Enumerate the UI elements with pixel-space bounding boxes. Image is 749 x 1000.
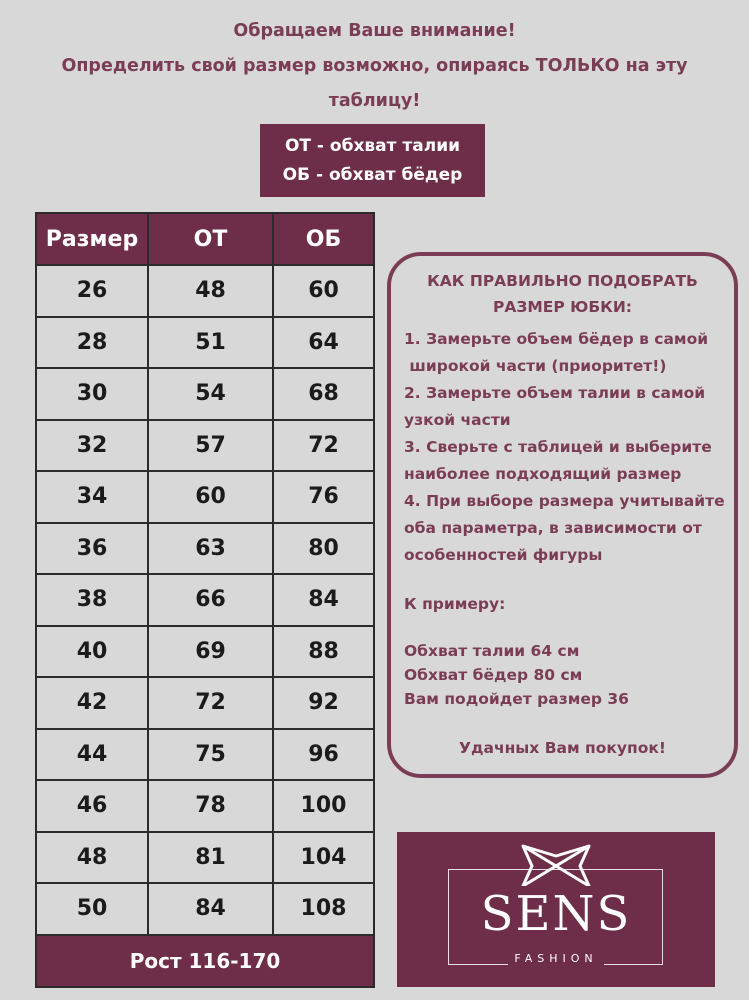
hips-cell: 96	[273, 729, 374, 781]
size-cell: 50	[36, 883, 148, 935]
table-row	[36, 574, 374, 626]
header-hips: ОБ	[273, 213, 374, 265]
logo-brand: SENS	[475, 886, 638, 942]
size-cell: 48	[36, 832, 148, 884]
hips-cell: 60	[273, 265, 374, 317]
legend-waist: ОТ - обхват талии	[284, 136, 461, 156]
size-cell: 26	[36, 265, 148, 317]
logo-sub-text	[397, 952, 715, 965]
howto-box	[387, 252, 738, 778]
hips-cell: 88	[273, 626, 374, 678]
step-line: широкой части (приоритет!)	[404, 357, 667, 375]
hips-cell: 72	[273, 420, 374, 472]
table-row	[36, 317, 374, 369]
howto-title-line-1: КАК ПРАВИЛЬНО ПОДОБРАТЬ	[427, 272, 698, 290]
step-line: 2. Замерьте объем талии в самой	[404, 384, 706, 402]
size-cell: 28	[36, 317, 148, 369]
step-line: узкой части	[404, 411, 511, 429]
notice-line-1: Обращаем Ваше внимание!	[233, 21, 516, 41]
waist-cell: 54	[148, 368, 273, 420]
logo-brand-text	[397, 886, 715, 942]
table-row	[36, 420, 374, 472]
table-header-row	[36, 213, 374, 265]
size-cell: 46	[36, 780, 148, 832]
size-table	[35, 212, 375, 988]
howto-title-line-2: РАЗМЕР ЮБКИ:	[493, 298, 632, 316]
waist-cell: 66	[148, 574, 273, 626]
step-line: особенностей фигуры	[404, 546, 603, 564]
table-row	[36, 626, 374, 678]
example-line: Вам подойдет размер 36	[404, 690, 629, 708]
waist-cell: 60	[148, 471, 273, 523]
waist-cell: 63	[148, 523, 273, 575]
step-line: оба параметра, в зависимости от	[404, 519, 702, 537]
size-cell: 32	[36, 420, 148, 472]
waist-cell: 81	[148, 832, 273, 884]
waist-cell: 72	[148, 677, 273, 729]
header-size: Размер	[36, 213, 148, 265]
notice-line-3: таблицу!	[328, 91, 421, 111]
waist-cell: 75	[148, 729, 273, 781]
hips-cell: 104	[273, 832, 374, 884]
example-line: Обхват бёдер 80 см	[404, 666, 583, 684]
header-waist: ОТ	[148, 213, 273, 265]
legend-hips: ОБ - обхват бёдер	[282, 165, 463, 185]
step-line: 4. При выборе размера учитывайте	[404, 492, 725, 510]
hips-cell: 68	[273, 368, 374, 420]
table-row	[36, 368, 374, 420]
table-row	[36, 471, 374, 523]
size-cell: 44	[36, 729, 148, 781]
waist-cell: 57	[148, 420, 273, 472]
notice	[0, 14, 749, 119]
hips-cell: 92	[273, 677, 374, 729]
size-cell: 30	[36, 368, 148, 420]
howto-title	[391, 268, 734, 320]
hips-cell: 80	[273, 523, 374, 575]
hips-cell: 108	[273, 883, 374, 935]
legend-box	[260, 124, 485, 197]
waist-cell: 48	[148, 265, 273, 317]
size-cell: 42	[36, 677, 148, 729]
waist-cell: 51	[148, 317, 273, 369]
table-row	[36, 832, 374, 884]
table-row	[36, 677, 374, 729]
howto-steps	[404, 326, 734, 569]
size-cell: 34	[36, 471, 148, 523]
size-cell: 36	[36, 523, 148, 575]
size-cell: 40	[36, 626, 148, 678]
step-line: наиболее подходящий размер	[404, 465, 682, 483]
notice-line-2: Определить свой размер возможно, опираясь ТОЛЬКО на эту	[61, 56, 688, 76]
logo-sub: FASHION	[508, 952, 603, 965]
hips-cell: 84	[273, 574, 374, 626]
table-row	[36, 523, 374, 575]
height-range: Рост 116-170	[36, 935, 374, 987]
example-heading: К примеру:	[404, 595, 506, 613]
hips-cell: 76	[273, 471, 374, 523]
table-row	[36, 265, 374, 317]
table-footer-row	[36, 935, 374, 987]
example-line: Обхват талии 64 см	[404, 642, 580, 660]
step-line: 1. Замерьте объем бёдер в самой	[404, 330, 709, 348]
step-line: 3. Сверьте с таблицей и выберите	[404, 438, 712, 456]
wish-text: Удачных Вам покупок!	[459, 739, 666, 757]
bow-tie-icon	[520, 838, 592, 892]
table-row	[36, 883, 374, 935]
table-row	[36, 729, 374, 781]
example-block	[404, 639, 734, 711]
hips-cell: 100	[273, 780, 374, 832]
table-row	[36, 780, 374, 832]
waist-cell: 84	[148, 883, 273, 935]
waist-cell: 69	[148, 626, 273, 678]
hips-cell: 64	[273, 317, 374, 369]
waist-cell: 78	[148, 780, 273, 832]
brand-logo	[397, 832, 715, 987]
size-cell: 38	[36, 574, 148, 626]
